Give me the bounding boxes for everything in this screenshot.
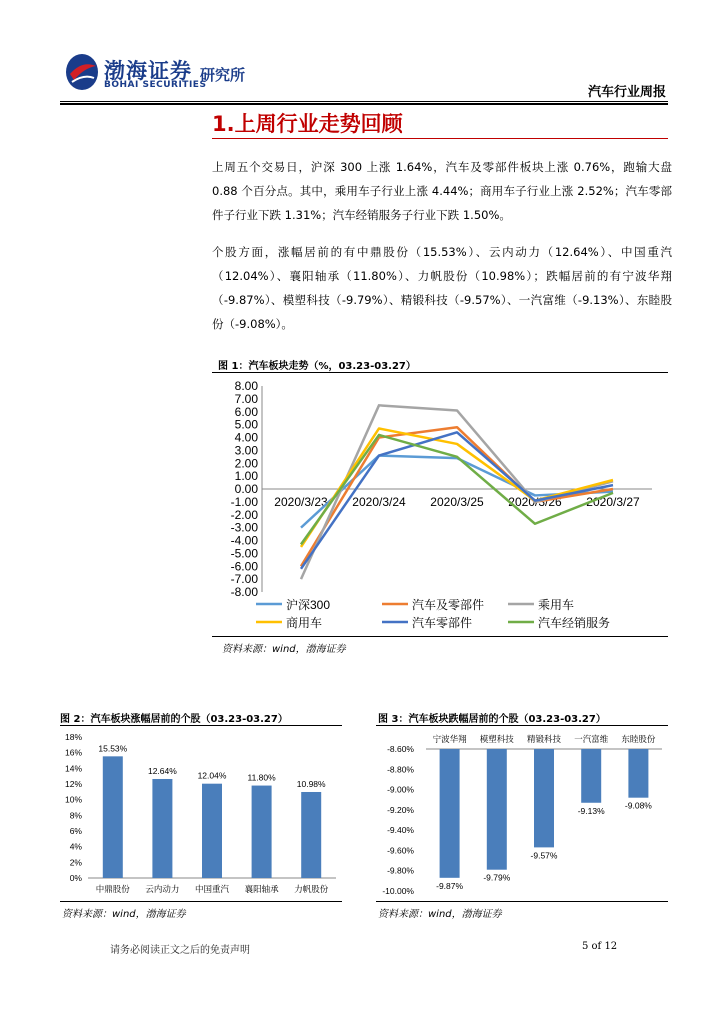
y-tick-label: 4% — [69, 841, 82, 852]
figure-3-bottom-rule — [376, 901, 668, 902]
category-label: 东睦股份 — [621, 734, 656, 744]
bar — [301, 792, 321, 878]
category-label: 中国重汽 — [194, 884, 230, 894]
y-tick-label: -9.40% — [387, 825, 414, 836]
bar-value-label: 11.80% — [247, 772, 276, 783]
y-tick-label: -3.00 — [230, 520, 258, 535]
figure-2-source: 资料来源：wind，渤海证券 — [62, 909, 186, 920]
figure-1-top-rule — [212, 372, 668, 373]
header-divider — [60, 101, 668, 105]
bar-value-label: 10.98% — [296, 778, 326, 789]
y-tick-label: -9.00% — [387, 784, 414, 795]
legend-label: 乘用车 — [538, 598, 575, 612]
y-tick-label: -1.00 — [230, 494, 258, 509]
y-tick-label: 8% — [69, 810, 82, 821]
paragraph-stock-review: 个股方面，涨幅居前的有中鼎股份（15.53%）、云内动力（12.64%）、中国重汽（12.04%）、襄阳轴承（11.80%）、力帆股份（10.98%）；跌幅居前的有宁波华翔（-9.87%）、模塑科技（-9.79%）、精锻科技（-9.57%）、一汽富维（-9.13%）、东睦股份（-9.08%）。 — [212, 245, 672, 331]
y-tick-label: 0% — [69, 873, 82, 883]
y-tick-label: -8.60% — [387, 744, 414, 754]
y-tick-label: 18% — [64, 732, 82, 742]
y-tick-label: 4.00 — [234, 430, 258, 445]
y-tick-label: -9.60% — [387, 845, 414, 856]
y-tick-label: -9.20% — [387, 804, 414, 815]
bar — [487, 749, 507, 870]
bar — [103, 756, 123, 878]
legend-label: 汽车零部件 — [412, 616, 473, 630]
bar — [252, 786, 272, 878]
figure-1-title: 图 1：汽车板块走势（%，03.23-03.27） — [218, 361, 416, 372]
top-losers-bar-chart — [376, 727, 668, 900]
top-gainers-bar-chart — [60, 727, 342, 900]
y-tick-label: 1.00 — [234, 469, 258, 484]
legend-label: 汽车及零部件 — [412, 598, 485, 612]
y-tick-label: -5.00 — [230, 546, 258, 561]
y-tick-label: -8.80% — [387, 764, 414, 775]
y-tick-label: -8.00 — [230, 585, 258, 599]
bar-value-label: -9.57% — [530, 850, 558, 861]
bar — [628, 749, 648, 798]
y-tick-label: -9.80% — [387, 865, 414, 876]
y-tick-label: -10.00% — [382, 886, 414, 896]
bar — [534, 749, 554, 847]
category-label: 中鼎股份 — [95, 884, 130, 894]
section-underline — [212, 138, 668, 139]
y-tick-label: 3.00 — [234, 443, 258, 458]
category-label: 一汽富维 — [574, 734, 609, 744]
page-number: 5 of 12 — [582, 941, 618, 952]
legend-label: 商用车 — [286, 616, 323, 630]
bar-value-label: -9.08% — [624, 800, 652, 811]
paragraph-market-review: 上周五个交易日，沪深 300 上涨 1.64%，汽车及零部件板块上涨 0.76%，跑输大盘 0.88 个百分点。其中，乘用车子行业上涨 4.44%；商用车子行业上涨 2.52%；汽车零部件子行业下跌 1.31%；汽车经销服务子行业下跌 1.50%。 — [212, 160, 672, 222]
figure-3-title: 图 3：汽车板块跌幅居前的个股（03.23-03.27） — [378, 714, 606, 725]
y-tick-label: 12% — [64, 779, 82, 789]
x-tick-label: 2020/3/24 — [352, 495, 406, 509]
bar-value-label: 12.04% — [197, 770, 227, 781]
y-tick-label: 2% — [69, 857, 82, 868]
y-tick-label: 8.00 — [234, 379, 258, 393]
y-tick-label: -4.00 — [230, 533, 258, 548]
figure-3-source: 资料来源：wind，渤海证券 — [378, 909, 502, 920]
category-label: 模塑科技 — [479, 734, 514, 744]
logo-english-name: BOHAI SECURITIES — [104, 80, 207, 90]
disclaimer-note: 请务必阅读正文之后的免责声明 — [110, 945, 250, 956]
x-tick-label: 2020/3/27 — [586, 495, 640, 509]
bohai-logo-icon — [64, 52, 100, 92]
y-tick-label: 14% — [64, 763, 82, 774]
y-tick-label: 7.00 — [234, 391, 258, 406]
y-tick-label: 16% — [64, 747, 82, 758]
bar — [440, 749, 460, 878]
bar-value-label: 15.53% — [98, 743, 128, 754]
category-label: 襄阳轴承 — [244, 884, 279, 894]
y-tick-label: 10% — [64, 794, 82, 805]
y-tick-label: -2.00 — [230, 507, 258, 522]
y-tick-label: 6% — [69, 826, 82, 836]
sector-trend-line-chart — [212, 374, 668, 636]
category-label: 精锻科技 — [526, 734, 562, 744]
bar — [581, 749, 601, 803]
figure-2-top-rule — [60, 725, 342, 726]
legend-label: 沪深300 — [286, 598, 331, 612]
x-tick-label: 2020/3/25 — [430, 495, 484, 509]
logo-chinese-name: 渤海证券 — [104, 58, 192, 83]
legend-label: 汽车经销服务 — [538, 616, 611, 630]
category-label: 云内动力 — [145, 884, 180, 894]
section-title: 1.上周行业走势回顾 — [212, 112, 403, 136]
bar — [152, 779, 172, 878]
y-tick-label: -6.00 — [230, 559, 258, 574]
figure-3-top-rule — [376, 725, 668, 726]
bar-value-label: -9.79% — [483, 872, 511, 883]
x-tick-label: 2020/3/26 — [508, 495, 562, 509]
bar-value-label: 12.64% — [147, 765, 177, 776]
x-tick-label: 2020/3/23 — [274, 495, 328, 509]
y-tick-label: 5.00 — [234, 417, 258, 432]
bar — [202, 784, 222, 878]
report-type: 汽车行业周报 — [587, 85, 666, 100]
bar-value-label: -9.13% — [577, 805, 605, 816]
bar-value-label: -9.87% — [436, 880, 464, 891]
category-label: 宁波华翔 — [432, 734, 467, 744]
y-tick-label: 0.00 — [234, 482, 258, 496]
y-tick-label: 6.00 — [234, 404, 258, 419]
figure-1-bottom-rule — [212, 636, 668, 637]
category-label: 力帆股份 — [294, 884, 329, 894]
figure-1-source: 资料来源：wind，渤海证券 — [222, 644, 346, 655]
y-tick-label: 2.00 — [234, 456, 258, 471]
y-tick-label: -7.00 — [230, 572, 258, 587]
figure-2-bottom-rule — [60, 901, 342, 902]
figure-2-title: 图 2：汽车板块涨幅居前的个股（03.23-03.27） — [60, 714, 288, 725]
institute-label: 研究所 — [200, 66, 246, 84]
